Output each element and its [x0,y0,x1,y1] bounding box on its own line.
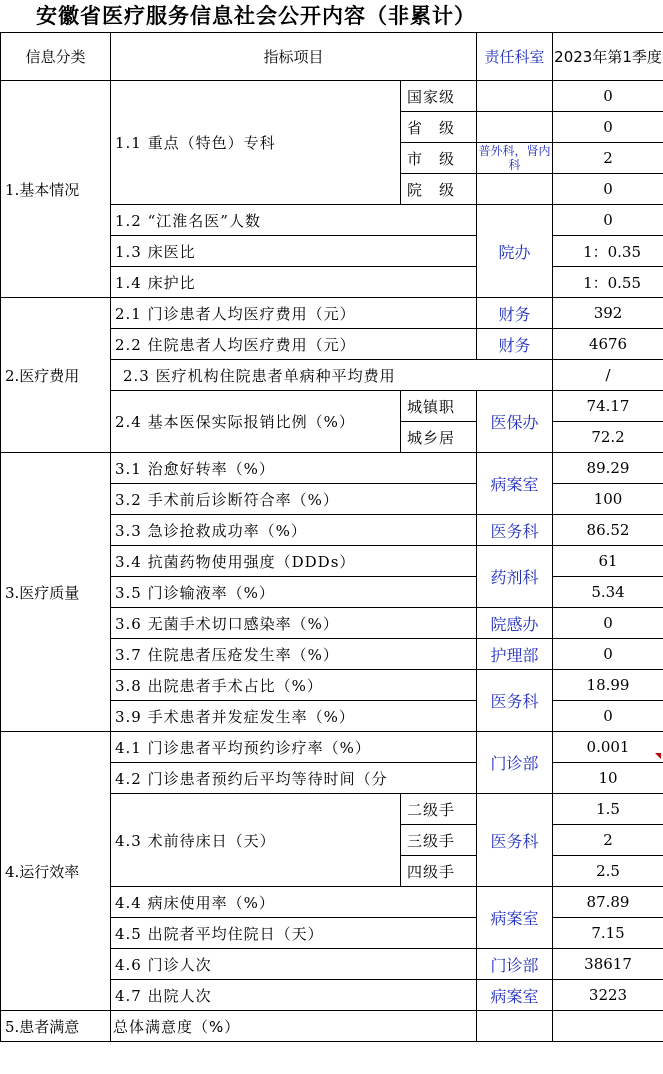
item-3-5-value: 5.34 [553,577,663,608]
item-1-1-value: 2 [553,143,663,174]
item-4-2-label: 4.2 门诊患者预约后平均等待时间（分 [111,763,477,794]
item-1-1-level: 国家级 [401,81,477,112]
item-3-9-label: 3.9 手术患者并发症发生率（%） [111,701,477,732]
item-4-3-sub: 四级手 [401,856,477,887]
item-1-1-value: 0 [553,81,663,112]
item-3-9-value: 0 [553,701,663,732]
item-2-1-label: 2.1 门诊患者人均医疗费用（元） [111,298,477,329]
item-2-3-value: / [553,360,663,391]
dept-3-1-to-3-2: 病案室 [477,453,553,515]
section-4-name: 4.运行效率 [1,732,111,1011]
item-3-4-label: 3.4 抗菌药物使用强度（DDDs） [111,546,477,577]
dept-4-4-to-4-5: 病案室 [477,887,553,949]
item-4-3-sub: 二级手 [401,794,477,825]
dept-1-2-to-1-4: 院办 [477,205,553,298]
item-4-3-value: 2.5 [553,856,663,887]
item-3-7-value: 0 [553,639,663,670]
item-1-4-label: 1.4 床护比 [111,267,477,298]
item-4-4-value: 87.89 [553,887,663,918]
item-1-2-value: 0 [553,205,663,236]
item-1-1-dept: 普外科，肾内科 [478,144,551,172]
item-1-3-value: 1：0.35 [553,236,663,267]
item-1-4-value: 1：0.55 [553,267,663,298]
item-2-4-value: 72.2 [553,422,663,453]
item-3-2-value: 100 [553,484,663,515]
item-1-1-level: 省 级 [401,112,477,143]
item-3-3-value: 86.52 [553,515,663,546]
item-4-6-value: 38617 [553,949,663,980]
item-4-3-sub: 三级手 [401,825,477,856]
item-1-1-dept [477,112,553,143]
item-4-6-dept: 门诊部 [477,949,553,980]
item-4-5-value: 7.15 [553,918,663,949]
item-2-2-value: 4676 [553,329,663,360]
item-1-1-level: 市 级 [401,143,477,174]
item-2-4-sub: 城乡居 [401,422,477,453]
section-1-name: 1.基本情况 [1,81,111,298]
item-2-2-label: 2.2 住院患者人均医疗费用（元） [111,329,477,360]
item-3-4-value: 61 [553,546,663,577]
item-3-7-label: 3.7 住院患者压疮发生率（%） [111,639,477,670]
item-3-8-value: 18.99 [553,670,663,701]
item-4-3-value: 2 [553,825,663,856]
item-5-1-dept [477,1011,553,1042]
item-2-4-dept: 医保办 [477,391,553,453]
header-period: 2023年第1季度 [553,33,663,81]
dept-3-7: 护理部 [477,639,553,670]
section-2-name: 2.医疗费用 [1,298,111,453]
item-4-1-value: 0.001 [553,732,663,763]
item-4-6-label: 4.6 门诊人次 [111,949,477,980]
item-4-1-label: 4.1 门诊患者平均预约诊疗率（%） [111,732,477,763]
item-5-1-value [553,1011,663,1042]
item-2-2-dept: 财务 [477,329,553,360]
item-4-7-value: 3223 [553,980,663,1011]
page-title: 安徽省医疗服务信息社会公开内容（非累计） [36,4,476,28]
dept-3-4-to-3-5: 药剂科 [477,546,553,608]
item-4-3-label: 4.3 术前待床日（天） [111,794,401,887]
item-2-4-label: 2.4 基本医保实际报销比例（%） [111,391,401,453]
item-2-4-value: 74.17 [553,391,663,422]
item-3-8-label: 3.8 出院患者手术占比（%） [111,670,477,701]
item-4-4-label: 4.4 病床使用率（%） [111,887,477,918]
item-3-5-label: 3.5 门诊输液率（%） [111,577,477,608]
item-4-2-value: 10 [553,763,663,794]
header-category: 信息分类 [1,33,111,81]
dept-3-3: 医务科 [477,515,553,546]
dept-4-1-to-4-2: 门诊部 [477,732,553,794]
item-3-6-label: 3.6 无菌手术切口感染率（%） [111,608,477,639]
item-3-2-label: 3.2 手术前后诊断符合率（%） [111,484,477,515]
header-item: 指标项目 [111,33,477,81]
item-5-1-label: 总体满意度（%） [111,1011,477,1042]
item-1-1-dept [477,174,553,205]
section-3-name: 3.医疗质量 [1,453,111,732]
disclosure-table [0,32,663,1042]
item-1-2-label: 1.2 “江淮名医”人数 [111,205,477,236]
comment-marker-icon [655,753,661,759]
item-1-1-value: 0 [553,174,663,205]
item-2-1-dept: 财务 [477,298,553,329]
item-1-1-value: 0 [553,112,663,143]
item-4-7-dept: 病案室 [477,980,553,1011]
section-5-name: 5.患者满意 [1,1011,111,1042]
item-3-6-value: 0 [553,608,663,639]
item-2-1-value: 392 [553,298,663,329]
item-1-1-dept [477,81,553,112]
dept-3-6: 院感办 [477,608,553,639]
item-4-3-dept: 医务科 [477,794,553,887]
item-2-4-sub: 城镇职 [401,391,477,422]
item-3-3-label: 3.3 急诊抢救成功率（%） [111,515,477,546]
item-4-3-value: 1.5 [553,794,663,825]
item-4-5-label: 4.5 出院者平均住院日（天） [111,918,477,949]
item-1-1-level: 院 级 [401,174,477,205]
item-3-1-value: 89.29 [553,453,663,484]
item-2-3-label: 2.3 医疗机构住院患者单病种平均费用 [111,360,553,391]
item-4-7-label: 4.7 出院人次 [111,980,477,1011]
item-1-3-label: 1.3 床医比 [111,236,477,267]
header-dept: 责任科室 [477,33,553,81]
dept-3-8-to-3-9: 医务科 [477,670,553,732]
item-1-1-label: 1.1 重点（特色）专科 [111,81,401,205]
item-3-1-label: 3.1 治愈好转率（%） [111,453,477,484]
